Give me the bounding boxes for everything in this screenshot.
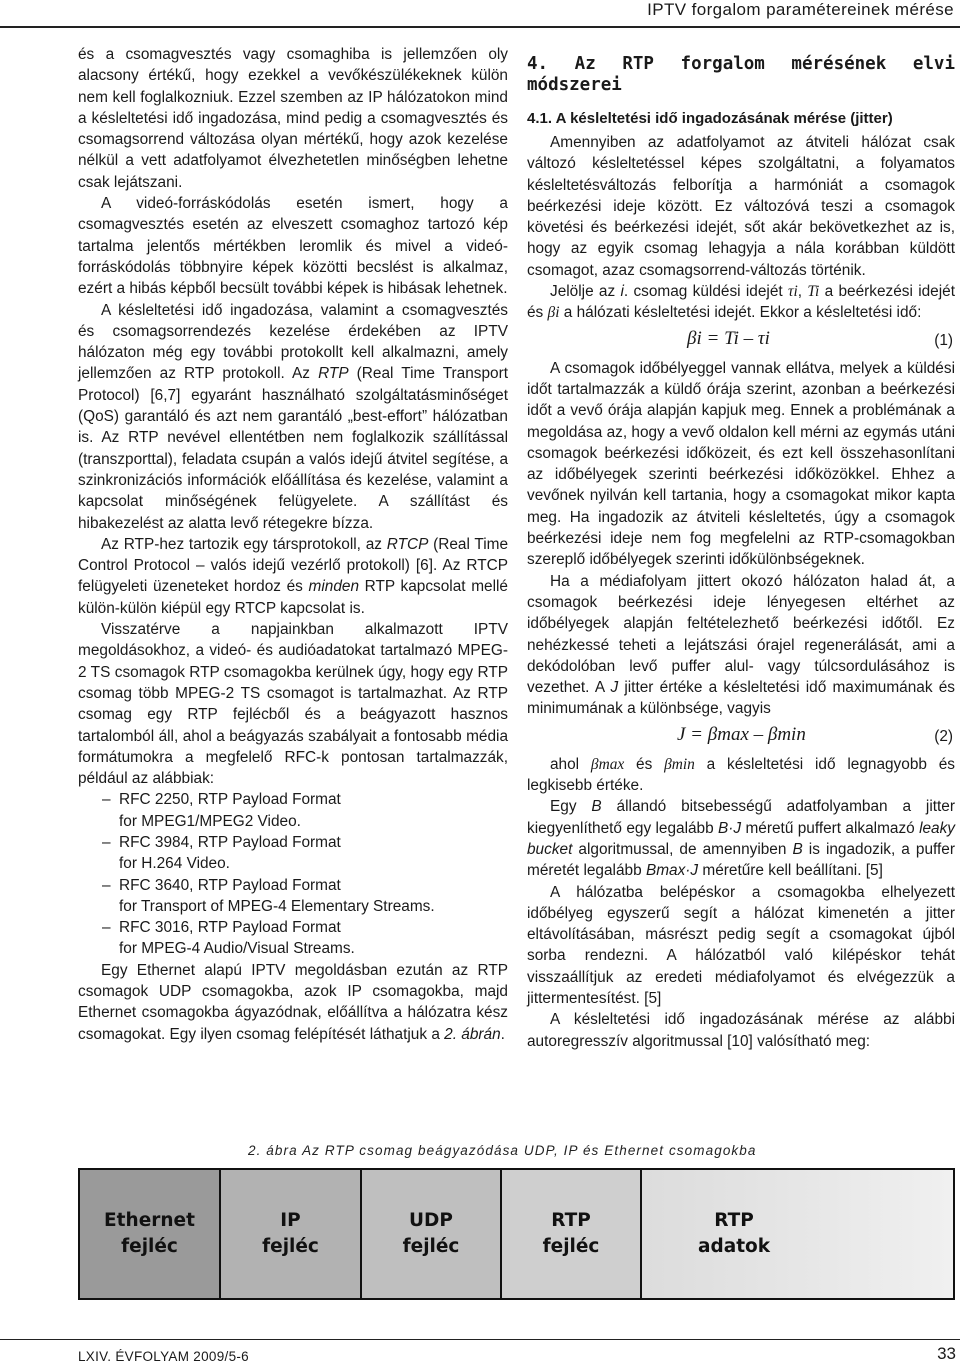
running-head: IPTV forgalom paramétereinek mérése (647, 0, 954, 19)
rfc-line: for Transport of MPEG-4 Elementary Streams. (119, 897, 435, 915)
symbol-BmaxJ: Bmax·J (645, 862, 699, 880)
list-item (78, 917, 508, 960)
box-label: UDP (409, 1210, 453, 1231)
list-item (78, 789, 508, 832)
symbol-T: Ti (807, 283, 820, 301)
journal-volume: LXIV. ÉVFOLYAM 2009/5-6 (78, 1349, 249, 1364)
term-rtcp: RTCP (386, 535, 429, 553)
box-label: fejléc (121, 1236, 178, 1257)
box-label: fejléc (402, 1236, 460, 1257)
symbol-B: B (591, 798, 602, 816)
text: méretű puffert alkalmazó (741, 819, 920, 837)
list-item (78, 875, 508, 918)
symbol-B: B (792, 840, 803, 858)
text: (Real Time Control Protocol – valós idejű vezérlő protokoll) [6]. Az RTCP felügyeleti üzeneteket hordoz és (78, 535, 509, 596)
text: méretűre kell beállítani. [5] (698, 862, 883, 880)
text: (Real Time Transport Protocol) [6,7] egyaránt használható szolgáltatásminőséget (QoS) garantáló és azt nem garantáló „best-effort” hálózatban is. Az RTP nevével ellentétben nem foglalkozik szállítással (transzporttal), feladata csupán a valós idejű átvitel segítése, a szinkronizációs információk előállítása és kezelése, valamint a kapcsolat minőségének felügyelete. A szállítást és hibakezelést az alatta levő rétegekre bízza. (78, 365, 509, 532)
box-label: IP (280, 1210, 301, 1231)
rfc-line: for MPEG-4 Audio/Visual Streams. (119, 940, 355, 958)
symbol-beta-max: βmax (590, 755, 625, 773)
text: jitter értéke a késleltetési idő maximumának és minimumának a különbsége, vagyis (527, 679, 955, 718)
ip-header-box (221, 1170, 362, 1298)
symbol-beta-min: βmin (664, 755, 695, 773)
symbol-i: i (620, 283, 624, 301)
paragraph: A hálózatba belépéskor a csomagokba elhelyezett időbélyeg egyszerű segít a hálózat kimenetén a jitter eltávolításában, másrészt pedig segít a csomagokat újból sorba rendezni. A hálózatból való kilépéskor tehát visszaállítjuk az eredeti médiafolyamot és elvégezzük a jittermentesítést. [5] (527, 883, 955, 1007)
equation-formula: J = βmax – βmin (677, 723, 806, 745)
box-label: fejléc (542, 1236, 600, 1257)
box-label: fejléc (262, 1236, 319, 1257)
dash: – (102, 791, 111, 809)
text: állandó bitsebességű adatfolyamban a jitter kiegyenlíthető egy legalább (527, 798, 955, 837)
paragraph (527, 754, 955, 797)
term-leaky-bucket: leaky bucket (527, 819, 955, 858)
figure-ref: 2. ábrán (444, 1025, 501, 1043)
paragraph (78, 960, 508, 1045)
symbol-BJ: B·J (718, 819, 742, 837)
paragraph (527, 796, 955, 881)
text: Jelölje az (550, 283, 621, 301)
text: algoritmussal, de amennyiben (572, 840, 793, 858)
page-number: 33 (937, 1344, 956, 1363)
paragraph: A videó-forráskódolás esetén ismert, hogy a csomagvesztés esetén az elveszett csomaghoz tartozó kép tartalma jelentős mértékben leromlik és mivel a videó-forráskódolás többnyire képek közötti becslést is alkalmaz, ezért a hibás képből becsült további képek is hibásak lehetnek. (78, 195, 508, 298)
text: ahol (550, 755, 591, 773)
footer-rule (0, 1339, 960, 1340)
rtp-payload-box (642, 1170, 953, 1298)
equation-number: (2) (934, 727, 953, 745)
text: és (624, 755, 665, 773)
box-label: RTP (551, 1210, 591, 1231)
udp-header-box (362, 1170, 502, 1298)
equation-number: (1) (934, 331, 953, 349)
text: . (500, 1025, 505, 1043)
text: Egy Ethernet alapú IPTV megoldásban ezután az RTP csomagok UDP csomagokba, azok IP csomagokba, majd Ethernet csomagokba ágyazódnak, előállítva a hálózatra kész csomagokat. Egy ilyen csomag felépítését láthatjuk a (78, 961, 508, 1043)
rtp-header-box (502, 1170, 642, 1298)
text: a beérkezési idejét és (527, 283, 955, 322)
symbol-J: J (610, 679, 619, 697)
text: a késleltetési idő legnagyobb és legkisebb értéke. (527, 755, 955, 795)
symbol-beta: βi (547, 304, 560, 322)
paragraph (527, 571, 955, 720)
equation-1 (527, 324, 955, 358)
box-label: adatok (698, 1236, 771, 1257)
right-column (527, 44, 955, 1052)
rfc-line: for H.264 Video. (119, 855, 230, 873)
left-column (78, 44, 508, 1045)
dash: – (102, 833, 111, 851)
rfc-line: for MPEG1/MPEG2 Video. (119, 812, 301, 830)
packet-diagram (78, 1168, 955, 1300)
paragraph (78, 300, 508, 534)
text: A késleltetési idő ingadozása, valamint a csomagvesztés és csomagsorrendezés kezelése érdekében az IPTV hálózaton még egy további protokollt kell alkalmazni, amely jellemzően az RTP protokoll. Az (78, 301, 508, 383)
rfc-line: RFC 3984, RTP Payload Format (119, 833, 341, 851)
header-rule (0, 26, 960, 28)
text: Az RTP-hez tartozik egy társprotokoll, az (101, 535, 387, 553)
paragraph: Visszatérve a napjainkban alkalmazott IPTV megoldásokhoz, a videó- és audióadatokat tartalmazó MPEG-2 TS csomagok RTP csomagokba kerülnek úgy, hogy egy RTP csomag több MPEG-2 TS csomagot is tartalmazhat. Az RTP csomag egy RTP fejlécből és a beágyazott hasznos tartalomból áll, ahol a beágyazás szabályait a fontosabb média formátumokra a megfelelő RFC-k pontosan tartalmazzák, például az alábbiak: (78, 621, 508, 788)
figure-caption: 2. ábra Az RTP csomag beágyazódása UDP, IP és Ethernet csomagokba (248, 1143, 757, 1158)
equation-formula: βi = Ti – τi (687, 327, 770, 349)
equation-2 (527, 720, 955, 754)
subsection-title: 4.1. A késleltetési idő ingadozásának mérése (jitter) (527, 110, 893, 127)
symbol-tau: τi (787, 283, 798, 301)
term-minden: minden (308, 578, 360, 596)
paragraph: A csomagok időbélyeggel vannak ellátva, melyek a küldési időt tartalmazzák a küldő órája szerint, azonban a beérkezési időt a vevő órája alapján kapjuk meg. Ennek a problémának a megoldása az, hogy a vevő oldalon kell mérni az egymás utáni csomagok beérkezési időközeit, és ezt kell összehasonlítani az időbélyegek szerinti beérkezési időközökkel. Ehhez a vevőnek nyilván kell tartania, hogy a csomagokat mikor kapta meg. Ha ingadozik az átviteli késleltetés, úgy a csomagok beérkezési ideje nem fog megfelelni az RTP-csomagokban szereplő időbélyegek szerinti időkülönbségeknek. (527, 359, 955, 569)
text: , (797, 283, 808, 301)
paragraph (78, 534, 508, 619)
text: is ingadozik, a puffer méretét legalább (527, 840, 955, 880)
text: Egy (550, 798, 592, 816)
dash: – (102, 876, 111, 894)
box-label: RTP (714, 1210, 754, 1231)
text: RTP kapcsolat mellé külön-külön kiépül egy RTCP kapcsolat is. (78, 578, 508, 617)
text: Ha a médiafolyam jittert okozó hálózaton halad át, a csomagok beérkezési ideje lényegesen eltérhet az időbélyegek alapján feltételezhető beérkezési időtől. Ez nehézkessé teheti a lejátszási órajel regenerálását, ami a dekódolóban levő puffer alul- vagy túlcsordulásához is vezethet. A (527, 572, 955, 697)
box-label: Ethernet (104, 1210, 195, 1231)
rfc-line: RFC 3016, RTP Payload Format (119, 919, 341, 937)
paragraph: A késleltetési idő ingadozásának mérése az alábbi autoregresszív algoritmussal [10] valósítható meg: (527, 1011, 955, 1050)
paragraph: Amennyiben az adatfolyamot az átviteli hálózat csak változó késleltetéssel képes szolgáltatni, a folyamatos késleltetésváltozás felborítja a harmóniát a csomagok beérkezési ideje között. Ez változóvá teszi a csomagok követési és beérkezési idejét, sőt akár bekövetkezhet az is, hogy az egyik csomag lehagyja a nála korábban küldött csomagot, azaz csomagsorrend-változás történik. (527, 134, 955, 279)
rfc-line: RFC 3640, RTP Payload Format (119, 876, 341, 894)
section-title: 4. Az RTP forgalom mérésének elvi módszerei (527, 54, 955, 95)
paragraph: és a csomagvesztés vagy csomaghiba is jellemzően oly alacsony értékű, hogy ezekkel a vevőkészülékeknek külön nem kell foglalkozniuk. Ezzel szemben az IP hálózatokon mind a késleltetési idő ingadozása, mind pedig a csomagvesztés és csomagsorrend változása olyan mértékű, hogy azok kezelése nélkül a vett adatfolyamot élvezhetetlen minőségben lehetne csak lejátszani. (78, 46, 508, 191)
dash: – (102, 919, 111, 937)
rfc-line: RFC 2250, RTP Payload Format (119, 791, 341, 809)
text: . csomag küldési idejét (623, 283, 788, 301)
paragraph (527, 281, 955, 324)
term-rtp: RTP (318, 365, 349, 383)
ethernet-header-box (80, 1170, 221, 1298)
text: a hálózati késleltetési idejét. Ekkor a késleltetési idő: (559, 304, 922, 322)
list-item (78, 832, 508, 875)
rfc-list (78, 789, 508, 959)
